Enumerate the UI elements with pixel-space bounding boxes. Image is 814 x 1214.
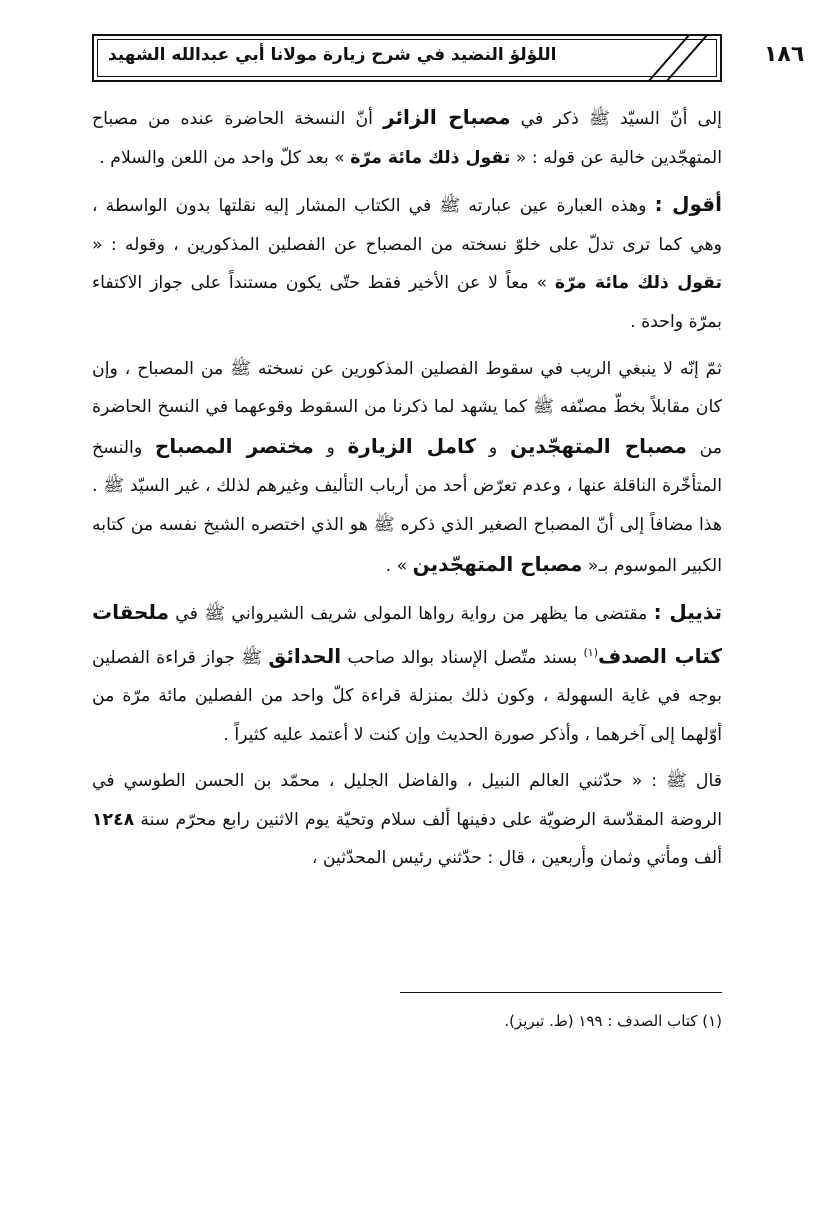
section-keyword: أقول : (654, 192, 722, 217)
paragraph-4 (92, 593, 722, 754)
text-run: » معاً لا عن الأخير فقط حتّى يكون مستنداً على جواز الاكتفاء بمرّة واحدة . (92, 273, 722, 332)
header-title: اللؤلؤ النضيد في شرح زيارة مولانا أبي عبدالله الشهيد (108, 45, 557, 65)
book-title: ملحقات كتاب الصدف (92, 600, 722, 668)
footnote-divider (400, 992, 722, 993)
text-run: والنسخ المتأخّرة الناقلة عنها ، وعدم تعرّض أحد من أرباب التأليف وغيرهم لذلك ، غير السيّد ﷺ . هذا مضافاً إلى أنّ المصباح الصغير الذي ذكره ﷺ هو الذي اختصره الشيخ نفسه من كتابه الكبير الموسوم بـ« (92, 437, 722, 576)
section-keyword: تذييل : (653, 600, 722, 625)
text-run: » . (385, 555, 413, 576)
paragraph-3 (92, 350, 722, 586)
year-number: ١٢٤٨ (92, 809, 135, 830)
book-title: مصباح المتهجّدين (412, 551, 583, 576)
paragraph-1 (92, 98, 722, 177)
text-run: و (313, 437, 348, 458)
text-run: قال ﷺ : « حدّثني العالم النبيل ، والفاضل الجليل ، محمّد بن الحسن الطوسي في الروضة المقدّسة الرضويّة على دفينها ألف سلام وتحيّة يوم الاثنين رابع محرّم سنة (92, 771, 722, 830)
book-title: مصباح الزائر (383, 105, 511, 129)
header-divider-icon (634, 34, 724, 82)
text-run: إلى أنّ السيّد ﷺ ذكر في (510, 109, 722, 129)
running-header (92, 34, 805, 82)
text-run: أنّ النسخة الحاضرة عنده من مصباح المتهجّدين خالية عن قوله : « (92, 109, 722, 168)
footnote-marker[interactable]: (١) (583, 645, 598, 659)
text-run: وهذه العبارة عين عبارته ﷺ في الكتاب المشار إليه نقلتها بدون الواسطة ، وهي كما ترى تدلّ على خلوّ نسخته من المصباح عن الفصلين المذكورين ، وقوله : « (92, 196, 722, 255)
book-title: كامل الزيارة (347, 433, 477, 458)
paragraph-5 (92, 762, 722, 878)
text-run: بسند متّصل الإسناد بوالد صاحب (341, 647, 584, 668)
text-run: ﷺ جواز قراءة الفصلين بوجه في غاية السهولة ، وكون ذلك بمنزلة قراءة كلّ واحد من الفصلين مائة مرّة من أوّلهما إلى آخرهما ، وأذكر صورة الحديث وإن كنت لا أعتمد عليه كثيراً . (92, 647, 722, 745)
book-title: مصباح المتهجّدين (509, 433, 687, 458)
paragraph-2 (92, 185, 722, 341)
text-run: و (476, 437, 510, 458)
quoted-phrase: تقول ذلك مائة مرّة (554, 273, 722, 294)
text-run: مقتضى ما يظهر من رواية رواها المولى شريف الشيرواني ﷺ في (168, 604, 654, 625)
quoted-phrase: تقول ذلك مائة مرّة (350, 147, 511, 168)
main-text (92, 98, 722, 886)
footnote: (١) كتاب الصدف : ١٩٩ (ط. تبريز). (504, 1012, 722, 1030)
text-run: ألف ومأتي وثمان وأربعين ، قال : حدّثني رئيس المحدّثين ، (311, 848, 722, 869)
page-number: ١٨٦ (764, 42, 805, 67)
book-title: الحدائق (268, 643, 342, 668)
text-run: » بعد كلّ واحد من اللعن والسلام . (99, 147, 351, 168)
book-title: مختصر المصباح (154, 433, 314, 458)
text-run: ثمّ إنّه لا ينبغي الريب في سقوط الفصلين المذكورين عن نسخته ﷺ من المصباح ، وإن كان مقابلاً بخطّ مصنّفه ﷺ كما يشهد لما ذكرنا من السقوط وقوعهما في النسخ الحاضرة من (92, 358, 723, 458)
